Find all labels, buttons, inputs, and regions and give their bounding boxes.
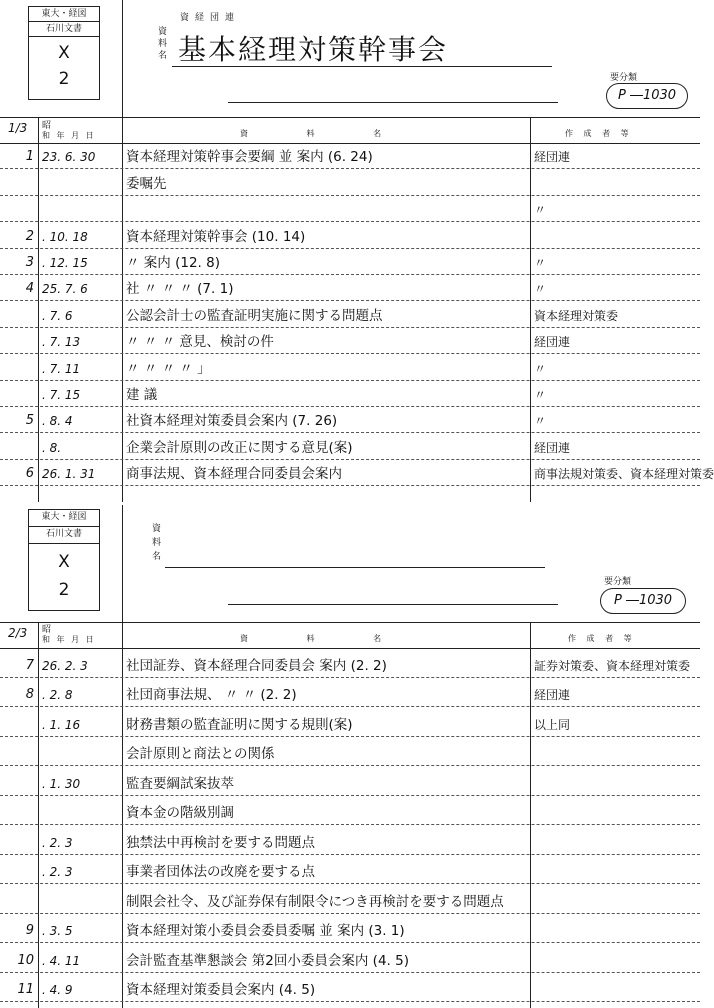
classification-code: P ―1030 bbox=[606, 83, 688, 109]
row-date: . 2. 3 bbox=[42, 865, 73, 879]
table-row bbox=[0, 914, 700, 944]
row-author: 経団連 bbox=[534, 688, 571, 702]
table-row bbox=[0, 707, 700, 737]
row-document-name: 会計原則と商法との関係 bbox=[126, 746, 275, 762]
title-underline-p2b bbox=[228, 604, 558, 605]
table-row bbox=[0, 973, 700, 1003]
row-document-name: 財務書類の監査証明に関する規則(案) bbox=[126, 716, 353, 733]
row-document-name: 資本経理対策小委員会委員委嘱 並 案内 (3. 1) bbox=[126, 923, 405, 939]
header-small-label: 資経団連 bbox=[180, 13, 241, 23]
col-name-header: 資 料 名 bbox=[240, 129, 410, 138]
row-document-name: 〃 案内 (12. 8) bbox=[126, 254, 220, 271]
table-row bbox=[0, 301, 700, 327]
row-document-name: 資本経理対策幹事会 (10. 14) bbox=[126, 228, 306, 245]
row-date: . 7. 11 bbox=[42, 361, 81, 376]
row-author: 証券対策委、資本経理対策委 bbox=[534, 658, 691, 673]
row-document-name: 商事法規、資本経理合同委員会案内 bbox=[126, 466, 342, 483]
row-author: 資本経理対策委 bbox=[534, 308, 619, 323]
row-document-name: 資本経理対策幹事会要綱 並 案内 (6. 24) bbox=[126, 149, 373, 166]
table-row bbox=[0, 222, 700, 248]
row-number: 7 bbox=[25, 657, 34, 673]
table-row bbox=[0, 328, 700, 354]
row-author: 〃 bbox=[534, 203, 547, 218]
row-author: 〃 bbox=[534, 255, 547, 270]
title-underline-p2 bbox=[165, 567, 545, 568]
row-document-name: 建 議 bbox=[126, 386, 158, 403]
table-row bbox=[0, 407, 700, 433]
row-number: 8 bbox=[25, 687, 34, 702]
table-row bbox=[0, 825, 700, 855]
row-number: 5 bbox=[25, 413, 34, 429]
row-number: 11 bbox=[17, 982, 34, 997]
row-date: . 1. 30 bbox=[42, 776, 81, 791]
row-number: 3 bbox=[25, 254, 34, 270]
col-no-header-2: 2/3 bbox=[8, 626, 28, 640]
col-name-header-2: 資 料 名 bbox=[240, 634, 410, 643]
archive-stamp-2 bbox=[28, 509, 100, 611]
row-date: . 2. 3 bbox=[42, 835, 73, 850]
header-divider bbox=[122, 0, 123, 117]
table-row bbox=[0, 678, 700, 708]
label-vertical: 資料名 bbox=[158, 27, 168, 61]
row-number: 1 bbox=[25, 149, 34, 165]
row-date: . 8. 4 bbox=[42, 414, 73, 429]
row-author: 〃 bbox=[534, 361, 547, 376]
table-row bbox=[0, 249, 700, 275]
row-author: 〃 bbox=[534, 282, 547, 297]
row-document-name: 社団証券、資本経理合同委員会 案内 (2. 2) bbox=[126, 657, 387, 674]
table-row bbox=[0, 354, 700, 380]
header-rule bbox=[0, 117, 700, 118]
document-title: 基本経理対策幹事会 bbox=[178, 33, 449, 66]
col-author-header: 作 成 者 等 bbox=[565, 129, 633, 138]
col-date-header-2: 和 年 月 日 bbox=[42, 635, 96, 644]
row-date: 26. 2. 3 bbox=[42, 658, 88, 673]
row-date: 25. 7. 6 bbox=[42, 282, 88, 297]
archive-stamp bbox=[28, 6, 100, 100]
table-row bbox=[0, 460, 714, 486]
row-document-name: 資本金の階級別調 bbox=[126, 805, 234, 821]
row-document-name: 〃 〃 〃 〃 」 bbox=[126, 360, 211, 377]
row-document-name: 監査要綱試案抜萃 bbox=[126, 775, 234, 792]
row-document-name: 制限会社令、及び証券保有制限令につき再検討を要する問題点 bbox=[126, 893, 504, 910]
row-document-name: 社 〃 〃 〃 (7. 1) bbox=[126, 281, 234, 298]
header-rule-2 bbox=[0, 622, 700, 623]
row-rule bbox=[0, 485, 700, 486]
stamp-line-1: 東大・経図 bbox=[29, 7, 99, 22]
row-document-name: 社資本経理対策委員会案内 (7. 26) bbox=[126, 413, 338, 430]
table-row bbox=[0, 275, 700, 301]
row-number: 9 bbox=[25, 923, 34, 938]
row-number: 4 bbox=[25, 281, 34, 297]
classification-code-2: P ―1030 bbox=[600, 588, 686, 614]
row-number: 6 bbox=[25, 466, 34, 482]
label-vertical-2: 資料名 bbox=[152, 524, 162, 562]
row-date: . 7. 15 bbox=[42, 387, 81, 402]
row-author: 経団連 bbox=[534, 335, 571, 350]
stamp-mark-1: X bbox=[58, 552, 70, 572]
row-date: . 4. 9 bbox=[42, 983, 73, 997]
table-row bbox=[0, 884, 700, 914]
classification-label-2: 要分類 bbox=[604, 577, 632, 587]
table-row bbox=[0, 196, 700, 222]
table-row bbox=[0, 169, 700, 195]
row-date: . 8. bbox=[42, 440, 62, 455]
row-date: . 2. 8 bbox=[42, 688, 73, 702]
row-date: . 3. 5 bbox=[42, 924, 73, 938]
row-document-name: 事業者団体法の改廃を要する点 bbox=[126, 864, 315, 880]
col-date-top-2: 昭 bbox=[42, 625, 52, 635]
row-document-name: 資本経理対策委員会案内 (4. 5) bbox=[126, 982, 316, 998]
stamp-mark-2: 2 bbox=[58, 580, 70, 600]
table-row bbox=[0, 648, 700, 678]
row-date: . 1. 16 bbox=[42, 717, 81, 732]
row-document-name: 社団商事法規、 〃 〃 (2. 2) bbox=[126, 687, 297, 703]
title-underline bbox=[172, 66, 552, 67]
row-date: . 7. 6 bbox=[42, 308, 73, 323]
row-document-name: 公認会計士の監査証明実施に関する問題点 bbox=[126, 307, 383, 324]
row-number: 10 bbox=[17, 952, 34, 968]
row-author: 経団連 bbox=[534, 150, 571, 165]
col-no-header: 1/3 bbox=[8, 121, 28, 135]
stamp-line-2: 石川文書 bbox=[29, 22, 99, 37]
table-row bbox=[0, 766, 700, 796]
col-date-header: 和 年 月 日 bbox=[42, 131, 96, 140]
row-date: . 4. 11 bbox=[42, 953, 81, 968]
table-row bbox=[0, 381, 700, 407]
table-row bbox=[0, 433, 700, 459]
row-document-name: 企業会計原則の改正に関する意見(案) bbox=[126, 439, 353, 456]
row-document-name: 委嘱先 bbox=[126, 175, 167, 192]
header-divider-2 bbox=[122, 505, 123, 622]
row-date: . 10. 18 bbox=[42, 229, 88, 244]
table-row bbox=[0, 943, 700, 973]
stamp-mark-2: 2 bbox=[58, 69, 70, 89]
row-document-name: 独禁法中再検討を要する問題点 bbox=[126, 834, 315, 851]
row-date: . 7. 13 bbox=[42, 335, 81, 350]
row-author: 商事法規対策委、資本経理対策委 bbox=[534, 467, 714, 482]
row-date: 23. 6. 30 bbox=[42, 150, 96, 165]
row-date: 26. 1. 31 bbox=[42, 467, 96, 482]
table-row bbox=[0, 855, 700, 885]
stamp-mark-1: X bbox=[58, 43, 70, 63]
table-row bbox=[0, 737, 700, 767]
row-document-name: 〃 〃 〃 意見、検討の件 bbox=[126, 334, 274, 351]
col-date-top: 昭 bbox=[42, 121, 52, 131]
col-author-header-2: 作 成 者 等 bbox=[568, 634, 636, 643]
classification-label: 要分類 bbox=[610, 73, 638, 83]
row-date: . 12. 15 bbox=[42, 255, 88, 270]
row-author: 以上同 bbox=[534, 717, 571, 732]
row-document-name: 会計監査基準懇談会 第2回小委員会案内 (4. 5) bbox=[126, 952, 409, 969]
stamp-line-1: 東大・経図 bbox=[29, 510, 99, 527]
row-author: 〃 bbox=[534, 387, 547, 402]
table-row bbox=[0, 796, 700, 826]
table-row bbox=[0, 143, 700, 169]
row-author: 〃 bbox=[534, 414, 547, 429]
row-author: 経団連 bbox=[534, 440, 571, 455]
title-underline-2 bbox=[228, 102, 558, 103]
stamp-line-2: 石川文書 bbox=[29, 527, 99, 544]
row-number: 2 bbox=[25, 228, 34, 244]
row-rule bbox=[0, 1001, 700, 1002]
